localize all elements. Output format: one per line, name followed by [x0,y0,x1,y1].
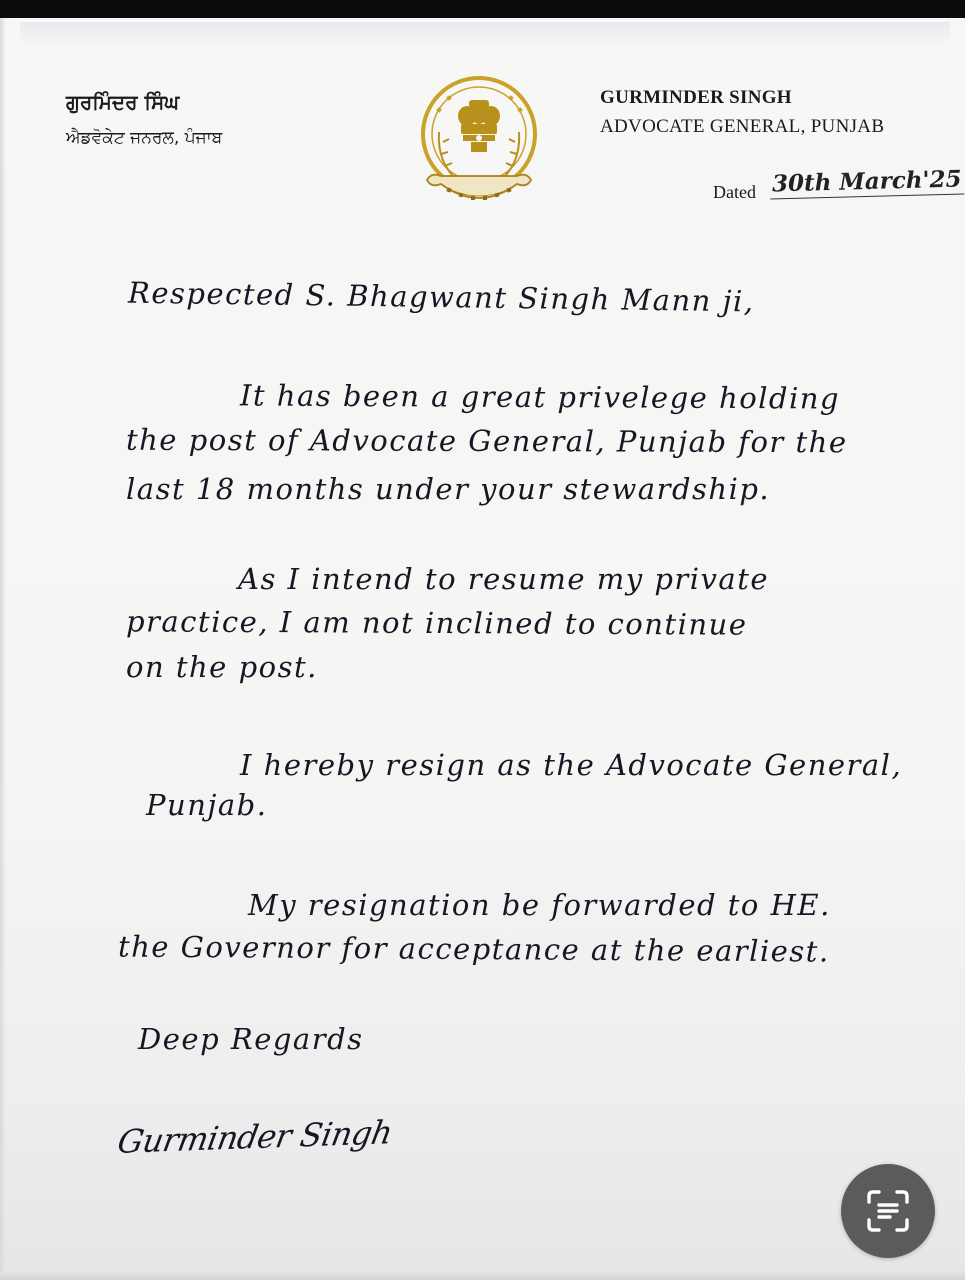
letterhead-english-title: ADVOCATE GENERAL, PUNJAB [600,116,885,137]
bottom-page-edge [0,1272,965,1280]
paragraph-2-line-1: As I intend to resume my private [238,562,770,596]
top-black-bar [0,0,965,18]
scan-text-button[interactable] [841,1164,935,1258]
letter-closing: Deep Regards [138,1022,364,1056]
paragraph-2-line-2: practice, I am not inclined to continue [125,604,748,642]
paper-top-shade [20,22,950,46]
paragraph-3-line-2: Punjab. [146,788,268,822]
paragraph-4-line-2: the Governor for acceptance at the earliest. [117,929,830,969]
scan-text-icon [863,1186,913,1236]
paragraph-3-line-1: I hereby resign as the Advocate General, [240,748,903,782]
handwritten-signature: Gurminder Singh [114,1113,396,1161]
paragraph-1-line-2: the post of Advocate General, Punjab for the [125,422,848,460]
letterhead-english-name: GURMINDER SINGH [600,87,792,108]
letter-salutation: Respected S. Bhagwant Singh Mann ji, [127,275,755,319]
dated-label: Dated [713,182,756,202]
dated-value: 30th March'25 [770,165,964,199]
paragraph-4-line-1: My resignation be forwarded to HE. [248,888,831,922]
state-emblem-seal-icon [417,72,542,220]
paragraph-1-line-3: last 18 months under your stewardship. [126,472,771,506]
paragraph-1-line-1: It has been a great privelege holding [239,378,841,416]
paper-left-edge [0,18,6,1280]
letterhead-punjabi-title: ਐਡਵੋਕੇਟ ਜਨਰਲ, ਪੰਜਾਬ [66,128,223,148]
letterhead-punjabi-name: ਗੁਰਮਿੰਦਰ ਸਿੰਘ [66,90,180,114]
paragraph-2-line-3: on the post. [126,650,318,684]
